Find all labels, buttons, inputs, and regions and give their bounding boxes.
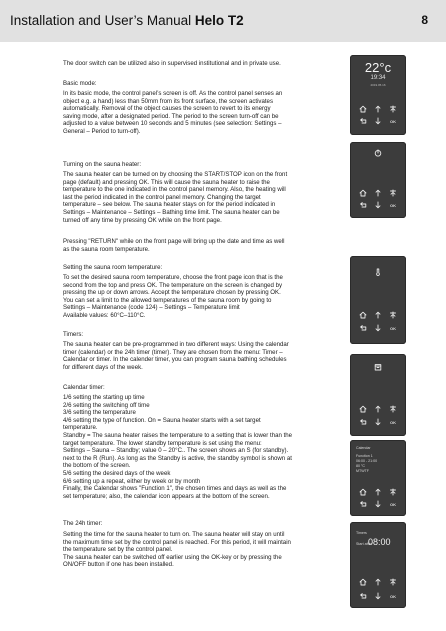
text-line: set temperature; also, the calendar icon appears at the bottom of the screen. <box>63 492 270 500</box>
arrow-up-icon[interactable] <box>374 105 382 113</box>
ok-button[interactable]: OK <box>390 420 396 425</box>
icon-row-bottom <box>350 592 406 602</box>
control-panel-power-screen <box>350 142 406 218</box>
arrow-up-icon[interactable] <box>374 578 382 586</box>
arrow-down-icon[interactable] <box>374 117 382 125</box>
text-line: the maximum time set by the control panel is reached. For this period, it will maintain <box>63 538 291 546</box>
text-line: the temperature set by the control panel. <box>63 546 173 554</box>
icon-row-top <box>350 488 406 498</box>
text-line: 1/6 setting the starting up time <box>63 394 145 401</box>
text-line: 4/6 setting the type of function. On = Sauna heater starts with a set target <box>63 416 261 424</box>
text-line: temperature. <box>63 424 98 432</box>
arrow-up-icon[interactable] <box>374 488 382 496</box>
control-panel-24h-timer-screen <box>350 522 406 608</box>
home-icon[interactable] <box>359 405 367 413</box>
icon-row-top <box>350 105 406 115</box>
text-line: Timers: <box>63 331 84 338</box>
calendar-temperature: 80 °C <box>356 464 366 468</box>
text-line: The sauna heater can be switched off earlier using the OK-key or by pressing the <box>63 553 282 561</box>
heading-calendar-timer <box>63 384 329 392</box>
ok-button[interactable]: OK <box>390 119 396 124</box>
text-line: The sauna heater can be turned on by choosing the START/STOP icon on the front <box>63 171 288 178</box>
text-line: Calendar timer: <box>63 384 105 391</box>
control-panel-temperature-screen <box>350 256 406 344</box>
text-line: temperature – see below. The sauna heater stays on for the period indicated in <box>63 201 276 209</box>
return-icon[interactable] <box>359 117 367 125</box>
icon-row-bottom <box>350 500 406 510</box>
home-icon[interactable] <box>359 311 367 319</box>
text-line: object e.g. a hand) less than 50mm from its front surface, the screen activates <box>63 97 273 105</box>
text-line: Available values: 60°C–110°C. <box>63 311 146 319</box>
home-icon[interactable] <box>359 105 367 113</box>
text-line: ON/OFF button if one has been installed. <box>63 561 174 569</box>
paragraph-timers <box>63 341 329 371</box>
heater-icon[interactable] <box>389 311 397 319</box>
icon-row-bottom <box>350 117 406 127</box>
text-line: turned off any time by pressing OK while on the front page. <box>63 216 222 224</box>
arrow-up-icon[interactable] <box>374 405 382 413</box>
heater-icon[interactable] <box>389 405 397 413</box>
icon-row-top <box>350 311 406 321</box>
ok-button[interactable]: OK <box>390 326 396 331</box>
icon-row-bottom <box>350 418 406 428</box>
manual-title-product: Helo T2 <box>194 13 244 28</box>
calendar-function: Function 1 <box>356 454 373 458</box>
icon-row-top <box>350 189 406 199</box>
icon-row-top <box>350 578 406 588</box>
text-line: 3/6 setting the temperature <box>63 409 136 417</box>
text-line: target temperature. The lower standby temperature is set using the menu: <box>63 439 262 447</box>
home-icon[interactable] <box>359 189 367 197</box>
control-panel-home-screen <box>350 55 406 135</box>
text-line: as the sauna room temperature. <box>63 245 150 253</box>
text-line: the bottom of the screen. <box>63 462 131 470</box>
icon-row-top <box>350 405 406 415</box>
paragraph-set-temperature <box>63 274 329 320</box>
heading-24h-timer <box>63 520 329 528</box>
text-line: Settings – Maintenance – Settings – Bathing time limit. The sauna heater can be <box>63 208 280 216</box>
clock-date: 2019.05.16 <box>370 83 386 87</box>
text-line: temperature to the one indicated in the control panel memory. Also, the heating will <box>63 186 286 194</box>
text-line: 6/6 setting up a repeat, either by week or by month <box>63 477 201 485</box>
heater-icon[interactable] <box>389 105 397 113</box>
manual-title-prefix: Installation and User’s Manual <box>10 13 195 28</box>
text-line: The 24h timer: <box>63 520 103 527</box>
text-line: adjusted to a value between 10 seconds and 5 minutes (see selection: Settings – <box>63 120 282 128</box>
text-line: 2/6 setting the switching off time <box>63 401 150 409</box>
heading-set-temperature <box>63 264 329 272</box>
calendar-times: 06:00 - 21:00 <box>356 459 378 463</box>
arrow-down-icon[interactable] <box>374 500 382 508</box>
text-line: To set the desired sauna room temperature, choose the front page icon that is the <box>63 274 283 281</box>
heater-icon[interactable] <box>389 189 397 197</box>
text-line: In its basic mode, the control panel’s screen is off. As the control panel senses an <box>63 90 283 97</box>
manual-title <box>10 13 244 28</box>
power-icon[interactable] <box>374 149 382 157</box>
icon-row-bottom <box>350 201 406 211</box>
text-line: automatically. Removal of the object causes the screen to revert to its energy <box>63 105 271 113</box>
text-line: saving mode, after a designated period. The period to the screen turn-off can be <box>63 112 279 120</box>
text-line: Standby = The sauna heater raises the temperature to a setting that is lower than the <box>63 431 293 439</box>
paragraph-calendar-timer <box>63 394 329 500</box>
text-line: Pressing "RETURN" while on the front page will bring up the date and time as well <box>63 238 285 245</box>
text-line: for different days of the week. <box>63 363 143 371</box>
text-line: You can set a limit to the allowed temperatures of the sauna room by going to <box>63 296 272 304</box>
text-line: timer (calendar) or the 24h timer (timer). They are chosen from the menu: Timer – <box>63 348 283 356</box>
return-icon[interactable] <box>359 500 367 508</box>
text-line: page (default) and pressing OK. This will cause the sauna heater to raise the <box>63 178 270 186</box>
text-line: Setting the time for the sauna heater to turn on. The sauna heater will stay on until <box>63 531 285 538</box>
ok-button[interactable]: OK <box>390 594 396 599</box>
text-line: Settings – Sauna – Standby; value 0 – 20°C.. The screen shows an S (for standby). <box>63 447 289 455</box>
heading-basic-mode <box>63 80 329 88</box>
return-icon[interactable] <box>359 201 367 209</box>
paragraph-door-switch <box>63 60 329 68</box>
paragraph-24h-timer <box>63 531 329 569</box>
return-icon[interactable] <box>359 592 367 600</box>
heading-timers <box>63 331 329 339</box>
text-line: The door switch can be utilized also in supervised institutional and in private use. <box>63 60 281 67</box>
heater-icon[interactable] <box>389 578 397 586</box>
page-header <box>0 0 446 42</box>
timer-value[interactable]: 08:00 <box>368 537 391 547</box>
paragraph-turning-on <box>63 171 329 224</box>
text-line: Basic mode: <box>63 80 97 87</box>
return-icon[interactable] <box>359 418 367 426</box>
control-panel-timer-screen <box>350 354 406 436</box>
return-icon[interactable] <box>359 324 367 332</box>
heater-icon[interactable] <box>389 488 397 496</box>
arrow-down-icon[interactable] <box>374 592 382 600</box>
text-line: Setting the sauna room temperature: <box>63 264 163 271</box>
clock-time: 19:34 <box>370 75 386 81</box>
page-number: 8 <box>421 13 428 27</box>
arrow-down-icon[interactable] <box>374 418 382 426</box>
ok-button[interactable]: OK <box>390 203 396 208</box>
calendar-days: MTWTF <box>356 469 369 473</box>
heading-turning-on <box>63 161 329 169</box>
text-line: Calendar or timer. In the calender timer, you can program sauna bathing schedules <box>63 356 287 364</box>
text-line: Settings – Maintenance (code 124) – Settings – Temperature limit <box>63 304 240 312</box>
ok-button[interactable]: OK <box>390 502 396 507</box>
timer-title: Timers <box>356 531 367 535</box>
paragraph-return <box>63 238 329 253</box>
text-line: next to the R (Run). As long as the Standby is active, the standby symbol is shown at <box>63 454 292 462</box>
control-panel-calendar-screen <box>350 440 406 516</box>
icon-row-bottom <box>350 324 406 334</box>
arrow-down-icon[interactable] <box>374 324 382 332</box>
timer-label: Start after <box>356 542 372 546</box>
arrow-up-icon[interactable] <box>374 311 382 319</box>
calendar-title: Calendar <box>356 446 371 450</box>
thermometer-icon[interactable] <box>374 268 382 276</box>
text-line: General – Period to turn-off). <box>63 127 141 135</box>
home-icon[interactable] <box>359 488 367 496</box>
arrow-up-icon[interactable] <box>374 189 382 197</box>
arrow-down-icon[interactable] <box>374 201 382 209</box>
room-temperature: 22°c <box>364 60 392 75</box>
text-line: 5/6 setting the desired days of the week <box>63 469 171 477</box>
text-line: second from the top and press OK. The temperature on the screen is changed by <box>63 281 283 289</box>
home-icon[interactable] <box>359 578 367 586</box>
text-line: last the period indicated in the control panel memory. Changing the target <box>63 193 261 201</box>
paragraph-basic-mode <box>63 90 329 136</box>
text-line: pressing the up or down arrows. Accept the temperature chosen by pressing OK. <box>63 289 281 297</box>
text-line: Turning on the sauna heater: <box>63 161 142 168</box>
calendar-icon[interactable] <box>374 363 382 371</box>
text-line: The sauna heater can be pre-programmed in two different ways: Using the calendar <box>63 341 289 348</box>
text-line: Finally, the Calendar shows "Function 1", the chosen times and days as well as the <box>63 485 287 493</box>
